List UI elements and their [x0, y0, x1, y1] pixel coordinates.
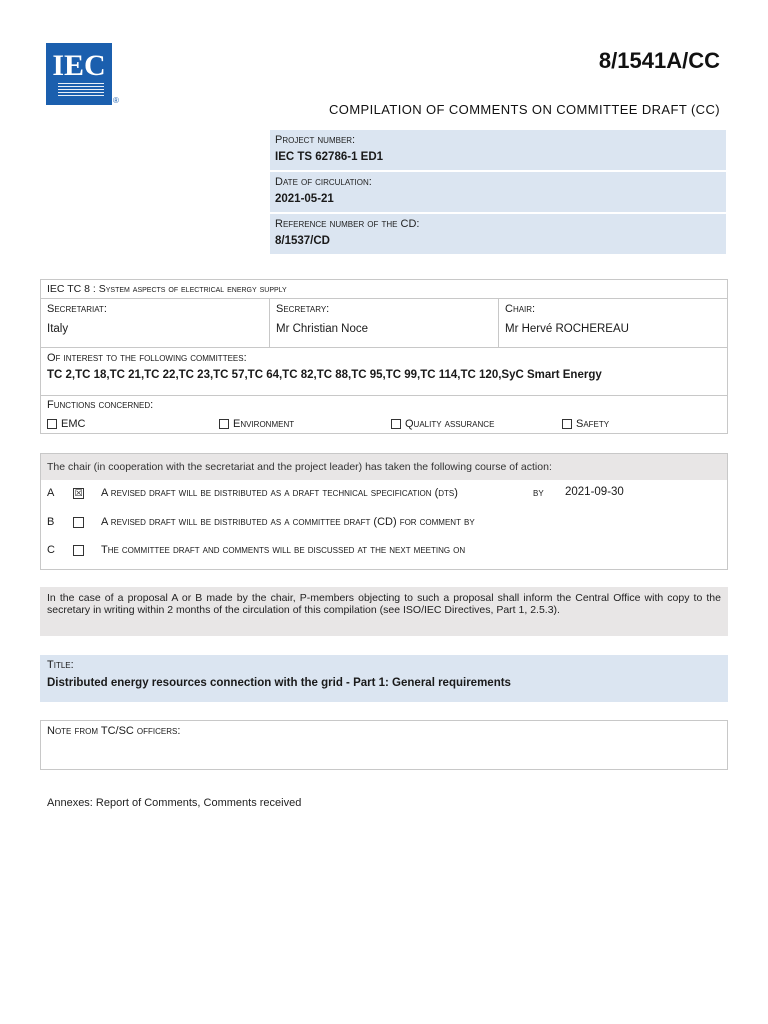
officers-note-box [40, 720, 728, 770]
annexes-line: Annexes: Report of Comments, Comments received [47, 797, 302, 809]
chair-value: Mr Hervé ROCHEREAU [505, 323, 629, 335]
option-by: by [533, 487, 544, 499]
function-emc [47, 418, 85, 430]
functions-row [41, 396, 727, 433]
function-environment [219, 418, 294, 430]
secretary-cell [270, 299, 499, 347]
officers-row [41, 299, 727, 348]
option-text: A revised draft will be distributed as a committee draft (CD) for comment by [101, 516, 475, 528]
iec-logo [46, 43, 112, 105]
reference-number-cell [270, 214, 726, 256]
registered-mark: ® [113, 96, 119, 105]
action-table [40, 453, 728, 570]
interest-label: Of interest to the following committees: [47, 352, 247, 364]
option-text: The committee draft and comments will be discussed at the next meeting on [101, 544, 466, 556]
function-quality-assurance [391, 418, 494, 430]
tc-name: System aspects of electrical energy supply [98, 283, 287, 295]
option-b-checkbox[interactable] [73, 517, 84, 528]
officers-note-label: Note from TC/SC officers: [47, 725, 181, 737]
objection-notice: In the case of a proposal A or B made by the chair, P-members objecting to such a proposal shall inform the Central Office with copy to the secretary in writing within 2 months of the circulation of this compilation (see ISO/IEC Directives, Part 1, 2.5.3). [40, 587, 728, 636]
environment-checkbox[interactable] [219, 419, 229, 429]
document-id: 8/1541A/CC [598, 48, 720, 73]
option-letter: C [47, 544, 55, 556]
interest-value: TC 2,TC 18,TC 21,TC 22,TC 23,TC 57,TC 64,TC 82,TC 88,TC 95,TC 99,TC 114,TC 120,SyC Smart Energy [47, 369, 602, 381]
title-value: Distributed energy resources connection with the grid - Part 1: General requirements [47, 677, 511, 689]
secretariat-cell [41, 299, 270, 347]
project-number-cell [270, 130, 726, 172]
option-b [41, 516, 727, 536]
circulation-date-cell [270, 172, 726, 214]
circulation-date-label: Date of circulation: [275, 176, 372, 188]
action-header: The chair (in cooperation with the secretariat and the project leader) has taken the following course of action: [41, 454, 727, 480]
option-letter: B [47, 516, 55, 528]
option-letter: A [47, 487, 55, 499]
function-label: Quality assurance [405, 418, 495, 430]
option-text: A revised draft will be distributed as a draft technical specification (dts) [101, 487, 458, 499]
option-a-checkbox[interactable]: ☒ [74, 488, 83, 498]
function-label: Environment [233, 418, 295, 430]
secretary-value: Mr Christian Noce [276, 323, 369, 335]
committee-table [40, 279, 728, 434]
circulation-date-value: 2021-05-21 [275, 193, 334, 205]
secretary-label: Secretary: [276, 303, 330, 315]
function-label: EMC [61, 418, 86, 430]
title-label: Title: [47, 659, 74, 671]
reference-number-value: 8/1537/CD [275, 235, 330, 247]
function-safety [562, 418, 609, 430]
function-label: Safety [576, 418, 610, 430]
functions-label: Functions concerned: [47, 399, 154, 411]
option-c-checkbox[interactable] [73, 545, 84, 556]
chair-label: Chair: [505, 303, 536, 315]
secretariat-value: Italy [47, 323, 69, 335]
logo-lines [58, 83, 104, 97]
interest-row [41, 348, 727, 396]
project-info [270, 130, 726, 256]
title-box [40, 655, 728, 702]
tc-row [41, 280, 727, 299]
project-number-value: IEC TS 62786-1 ED1 [275, 151, 384, 163]
safety-checkbox[interactable] [562, 419, 572, 429]
reference-number-label: Reference number of the CD: [275, 218, 420, 230]
option-date: 2021-09-30 [565, 486, 624, 498]
secretariat-label: Secretariat: [47, 303, 107, 315]
quality-assurance-checkbox[interactable] [391, 419, 401, 429]
option-c [41, 544, 727, 564]
project-number-label: Project number: [275, 134, 356, 146]
option-a [41, 487, 727, 507]
logo-text: IEC [52, 49, 106, 82]
emc-checkbox[interactable] [47, 419, 57, 429]
chair-cell [499, 299, 727, 347]
tc-prefix: IEC TC 8 : [47, 283, 99, 295]
document-type: COMPILATION OF COMMENTS ON COMMITTEE DRAFT (CC) [329, 102, 720, 117]
